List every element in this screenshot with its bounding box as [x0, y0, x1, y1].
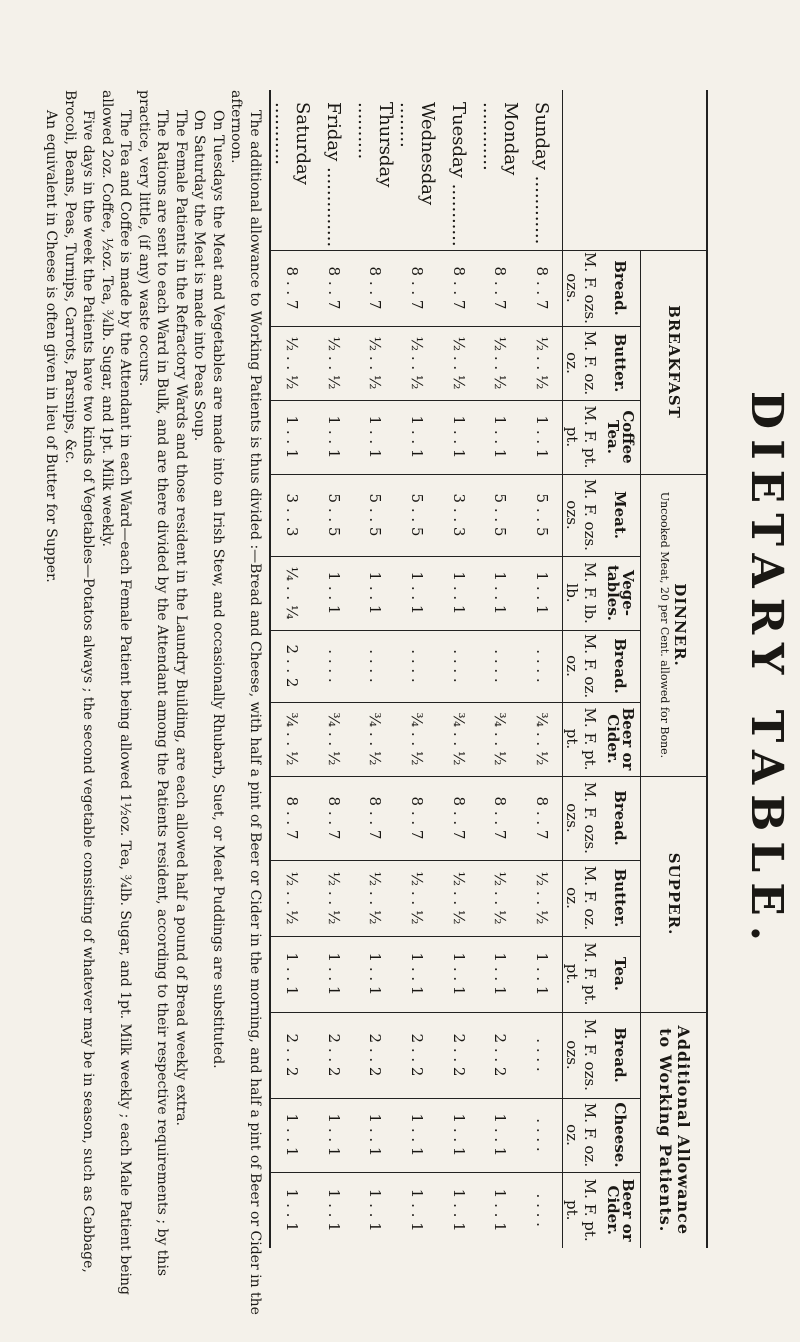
col-dinner-vegetables: Vege-tables.: [599, 556, 641, 630]
table-cell: ½ . . ½: [355, 326, 397, 400]
day-label: Saturday ...........: [271, 90, 314, 250]
col-supper-tea: Tea.: [599, 936, 641, 1012]
table-cell: 1 . . 1: [439, 936, 480, 1012]
note-paragraph: On Tuesdays the Meat and Vegetables are made into an Irish Stew, and occasionally Rhubarb, Suet, or Meat Puddings are substituted.: [210, 110, 226, 1069]
unit-label: M. F. oz. oz.: [563, 1098, 600, 1172]
table-cell: 8 . . 7: [314, 250, 355, 326]
table-cell: 5 . . 5: [397, 474, 439, 556]
table-row: [480, 90, 522, 1248]
table-cell: 5 . . 5: [314, 474, 355, 556]
unit-label: M. F. pt. pt.: [563, 1172, 600, 1248]
table-cell: ½ . . ½: [397, 860, 439, 936]
table-cell: ¾ . . ½: [397, 702, 439, 776]
table-cell: 1 . . 1: [314, 556, 355, 630]
table-cell: 8 . . 7: [439, 250, 480, 326]
col-breakfast-coffee-tea: Coffee Tea.: [599, 400, 641, 474]
table-cell: 8 . . 7: [355, 776, 397, 860]
table-cell: 2 . . 2: [355, 1012, 397, 1098]
note-paragraph: The Tea and Coffee is made by the Attendant in each Ward—each Female Patient being allowed 1½oz. Tea, ¾lb. Sugar, and 1pt. Milk weekly ; each Male Patient being allowed 2oz. Coffee, ½oz. Tea, ¾lb. Sugar, and 1pt. Milk weekly.: [99, 90, 134, 1295]
table-cell: 1 . . 1: [355, 936, 397, 1012]
table-cell: ½ . . ½: [314, 326, 355, 400]
table-row: [439, 90, 480, 1248]
table-cell: 1 . . 1: [480, 936, 522, 1012]
table-cell: . . . .: [439, 630, 480, 702]
table-cell: 1 . . 1: [522, 936, 563, 1012]
table-cell: 8 . . 7: [480, 250, 522, 326]
table-cell: ¾ . . ½: [314, 702, 355, 776]
table-cell: ½ . . ½: [397, 326, 439, 400]
table-cell: 8 . . 7: [314, 776, 355, 860]
col-dinner-meat: Meat.: [599, 474, 641, 556]
table-cell: . . . .: [355, 630, 397, 702]
table-cell: 1 . . 1: [397, 1098, 439, 1172]
table-cell: . . . .: [522, 1098, 563, 1172]
day-label: Monday ............: [479, 102, 522, 176]
table-cell: 2 . . 2: [439, 1012, 480, 1098]
table-row: [314, 90, 355, 1248]
col-additional-beer: Beer or Cider.: [599, 1172, 641, 1248]
table-cell: ½ . . ½: [271, 860, 314, 936]
page-title: DIETARY TABLE.: [741, 390, 792, 952]
table-row: [397, 90, 439, 1248]
table-cell: 1 . . 1: [439, 556, 480, 630]
unit-label: M. F. pt. pt.: [563, 702, 600, 776]
col-additional-cheese: Cheese.: [599, 1098, 641, 1172]
table-cell: ½ . . ½: [480, 326, 522, 400]
table-cell: 8 . . 7: [271, 250, 314, 326]
note-paragraph: Five days in the week the Patients have two kinds of Vegetables—Potatos always ; the second vegetable consisting of whatever may be in season, such as Cabbage, Brocoli, Beans, Peas, Turnips, Carrots, Parsnips, &c.: [62, 90, 97, 1273]
table-cell: 8 . . 7: [522, 776, 563, 860]
col-additional-bread: Bread.: [599, 1012, 641, 1098]
table-cell: 1 . . 1: [439, 1172, 480, 1248]
note-paragraph: The Female Patients in the Refractory Wards and those resident in the Laundry Building, are each allowed half a pound of Bread weekly extra.: [173, 110, 189, 1126]
table-cell: 3 . . 3: [271, 474, 314, 556]
table-cell: . . . .: [522, 1172, 563, 1248]
table-cell: 1 . . 1: [397, 400, 439, 474]
unit-label: M. F. ozs. ozs.: [563, 776, 600, 860]
breakfast-header: BREAKFAST: [641, 250, 707, 474]
table-cell: 1 . . 1: [271, 400, 314, 474]
col-supper-butter: Butter.: [599, 860, 641, 936]
table-cell: 5 . . 5: [480, 474, 522, 556]
col-supper-bread: Bread.: [599, 776, 641, 860]
day-label: Tuesday ...........: [448, 102, 470, 247]
unit-label: M. F. pt. pt.: [563, 400, 600, 474]
unit-label: M. F. ozs. ozs.: [563, 474, 600, 556]
table-cell: ½ . . ½: [439, 860, 480, 936]
day-header: [641, 90, 707, 250]
table-cell: . . . .: [480, 630, 522, 702]
table-cell: 1 . . 1: [522, 400, 563, 474]
table-cell: 1 . . 1: [355, 400, 397, 474]
table-cell: 1 . . 1: [480, 400, 522, 474]
table-cell: 1 . . 1: [439, 1098, 480, 1172]
table-row: [271, 90, 314, 1248]
additional-header: Additional Allowance to Working Patients.: [641, 1012, 707, 1248]
table-body: [271, 90, 563, 1248]
table-cell: ½ . . ½: [314, 860, 355, 936]
col-dinner-beer: Beer or Cider.: [599, 702, 641, 776]
unit-label: M. F. ozs. ozs.: [563, 1012, 600, 1098]
table-row: [522, 90, 563, 1248]
table-cell: 1 . . 1: [522, 556, 563, 630]
table-cell: 1 . . 1: [355, 556, 397, 630]
table-cell: 1 . . 1: [397, 936, 439, 1012]
unit-label: M. F. oz. oz.: [563, 326, 600, 400]
day-label: Wednesday ........: [396, 102, 439, 206]
table-cell: 1 . . 1: [439, 400, 480, 474]
table-cell: 1 . . 1: [480, 1098, 522, 1172]
day-label: Thursday ..........: [354, 102, 397, 188]
dinner-header: [641, 474, 707, 776]
table-cell: 2 . . 2: [271, 1012, 314, 1098]
day-label: Friday ..............: [323, 102, 345, 248]
col-dinner-bread: Bread.: [599, 630, 641, 702]
table-cell: 5 . . 5: [522, 474, 563, 556]
table-cell: 2 . . 2: [271, 630, 314, 702]
unit-label: M. F. oz. oz.: [563, 860, 600, 936]
supper-header: SUPPER.: [641, 776, 707, 1012]
table-cell: ½ . . ½: [480, 860, 522, 936]
table-cell: 8 . . 7: [397, 250, 439, 326]
table-cell: ½ . . ½: [271, 326, 314, 400]
table-cell: ¾ . . ½: [355, 702, 397, 776]
table-cell: 2 . . 2: [480, 1012, 522, 1098]
table-cell: ½ . . ½: [439, 326, 480, 400]
note-paragraph: The Rations are sent to each Ward in Bulk, and are there divided by the Attendant among the Patients resident, according to their respective requirements ; by this practice, very little, (if any) waste occurs.: [136, 90, 171, 1277]
unit-label: M. F. lb. lb.: [563, 556, 600, 630]
table-cell: . . . .: [314, 630, 355, 702]
table-cell: ¼ . . ¼: [271, 556, 314, 630]
table-cell: 1 . . 1: [314, 400, 355, 474]
table-cell: 1 . . 1: [314, 1098, 355, 1172]
table-cell: 1 . . 1: [480, 556, 522, 630]
dinner-title: DINNER.: [671, 583, 690, 667]
table-cell: 2 . . 2: [397, 1012, 439, 1098]
table-cell: 8 . . 7: [397, 776, 439, 860]
table-cell: . . . .: [522, 630, 563, 702]
unit-label: M. F. pt. pt.: [563, 936, 600, 1012]
table-cell: 1 . . 1: [271, 936, 314, 1012]
table-cell: 2 . . 2: [314, 1012, 355, 1098]
table-cell: ¾ . . ½: [480, 702, 522, 776]
table-cell: 8 . . 7: [480, 776, 522, 860]
table-cell: ¾ . . ½: [271, 702, 314, 776]
table-cell: 3 . . 3: [439, 474, 480, 556]
table-cell: 1 . . 1: [355, 1172, 397, 1248]
dietary-table: [270, 90, 709, 1248]
table-cell: . . . .: [522, 1012, 563, 1098]
unit-label: M. F. oz. oz.: [563, 630, 600, 702]
table-cell: . . . .: [397, 630, 439, 702]
notes: [42, 90, 264, 1320]
table-cell: ½ . . ½: [522, 326, 563, 400]
table-cell: 8 . . 7: [522, 250, 563, 326]
table-cell: 1 . . 1: [397, 556, 439, 630]
table-cell: ¾ . . ½: [522, 702, 563, 776]
table-cell: 5 . . 5: [355, 474, 397, 556]
unit-label: M. F. ozs. ozs.: [563, 250, 600, 326]
dinner-subtitle: Uncooked Meat, 20 per Cent. allowed for Bone.: [658, 491, 672, 759]
table-cell: 1 . . 1: [314, 1172, 355, 1248]
table-cell: 1 . . 1: [271, 1172, 314, 1248]
table-cell: 8 . . 7: [439, 776, 480, 860]
table-cell: 1 . . 1: [355, 1098, 397, 1172]
note-paragraph: The additional allowance to Working Patients is thus divided :—Bread and Cheese, with half a pint of Beer or Cider in the morning, and half a pint of Beer or Cider in the afternoon.: [228, 90, 263, 1315]
table-row: [355, 90, 397, 1248]
table-cell: ¾ . . ½: [439, 702, 480, 776]
note-paragraph: On Saturday the Meat is made into Peas Soup.: [191, 110, 208, 442]
table-cell: 1 . . 1: [271, 1098, 314, 1172]
table-cell: 8 . . 7: [271, 776, 314, 860]
day-label: Sunday ............: [531, 102, 553, 245]
table-cell: 1 . . 1: [397, 1172, 439, 1248]
table-cell: ½ . . ½: [522, 860, 563, 936]
table-cell: 1 . . 1: [314, 936, 355, 1012]
note-paragraph: An equivalent in Cheese is often given in lieu of Butter for Supper.: [43, 110, 60, 583]
table-cell: 1 . . 1: [480, 1172, 522, 1248]
col-breakfast-bread: Bread.: [599, 250, 641, 326]
table-cell: ½ . . ½: [355, 860, 397, 936]
table-cell: 8 . . 7: [355, 250, 397, 326]
col-breakfast-butter: Butter.: [599, 326, 641, 400]
